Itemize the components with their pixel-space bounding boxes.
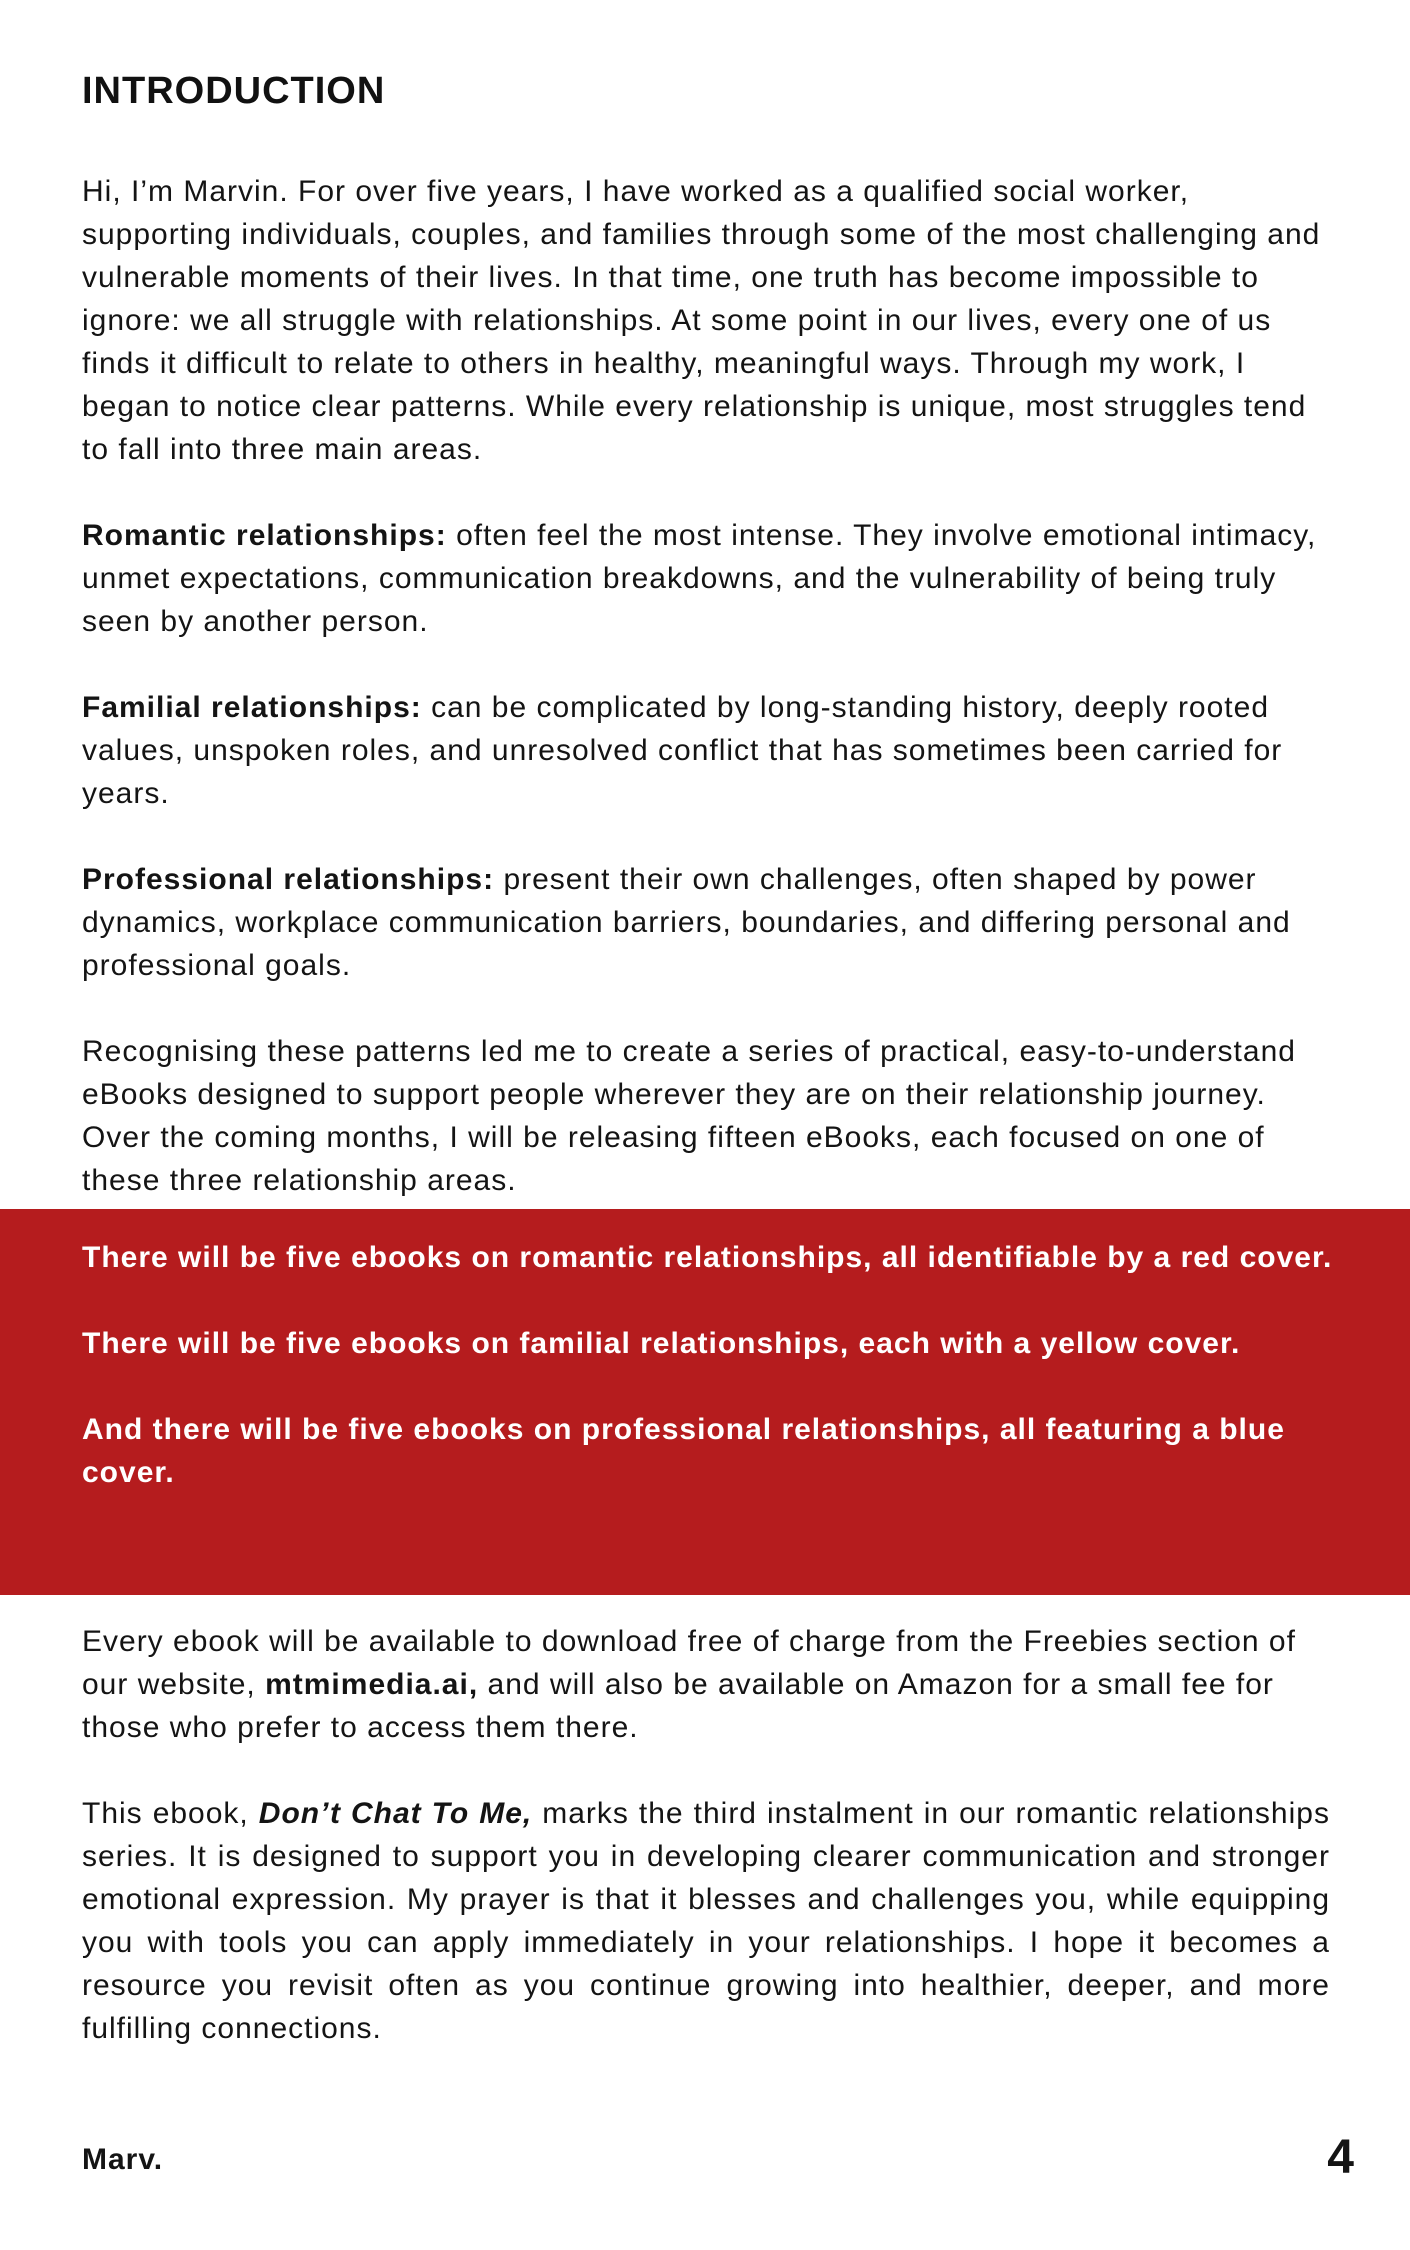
romantic-label: Romantic relationships: — [82, 519, 447, 552]
intro-paragraph: Hi, I’m Marvin. For over five years, I have worked as a qualified social worker, supporting individuals, couples, and families through some of the most challenging and vulnerable moments of their lives. In that time, one truth has become impossible to ignore: we all struggle with relationships. At some point in our lives, every one of us finds it difficult to relate to others in healthy, meaningful ways. Through my work, I began to notice clear patterns. While every relationship is unique, most struggles tend to fall into three main areas. — [82, 175, 1321, 466]
familial-text: can be complicated by long-standing history, deeply rooted values, unspoken roles, and unresolved conflict that has sometimes been carried for years. — [82, 691, 1283, 810]
closing-text-after: marks the third instalment in our romantic relationships series. It is designed to support you in developing clearer communication and stronger emotional expression. My prayer is that it blesses and challenges you, while equipping you with tools you can apply immediately in your relationships. I hope it becomes a resource you revisit often as you continue growing into healthier, deeper, and more fulfilling connections. — [82, 1797, 1330, 2045]
closing-paragraph — [82, 1792, 1330, 2050]
familial-series-note: There will be five ebooks on familial relationships, each with a yellow cover. — [82, 1327, 1241, 1360]
main-content — [82, 62, 1330, 1245]
ebook-series-highlight-box — [0, 1209, 1410, 1595]
closing-content — [82, 1620, 1330, 2093]
page-heading: INTRODUCTION — [82, 70, 386, 112]
availability-text-before: Every ebook will be available to download free of charge from the Freebies section of our website, — [82, 1625, 1296, 1701]
availability-text-after: and will also be available on Amazon for a small fee for those who prefer to access them there. — [82, 1668, 1274, 1744]
professional-text: present their own challenges, often shaped by power dynamics, workplace communication barriers, boundaries, and differing personal and professional goals. — [82, 863, 1291, 982]
series-intro-paragraph: Recognising these patterns led me to create a series of practical, easy-to-understand eBooks designed to support people wherever they are on their relationship journey. Over the coming months, I will be releasing fifteen eBooks, each focused on one of these three relationship areas. — [82, 1035, 1296, 1197]
highlight-content — [82, 1236, 1342, 1537]
romantic-paragraph — [82, 514, 1330, 643]
romantic-series-note: There will be five ebooks on romantic relationships, all identifiable by a red cover. — [82, 1241, 1333, 1274]
website-link[interactable]: mtmimedia.ai, — [265, 1668, 479, 1701]
professional-series-note: And there will be five ebooks on professional relationships, all featuring a blue cover. — [82, 1413, 1285, 1489]
familial-paragraph — [82, 686, 1330, 815]
author-signature: Marv. — [82, 2143, 164, 2176]
availability-paragraph — [82, 1620, 1330, 1749]
page-number: 4 — [1327, 2131, 1354, 2184]
familial-label: Familial relationships: — [82, 691, 422, 724]
ebook-title: Don’t Chat To Me, — [258, 1797, 533, 1830]
professional-label: Professional relationships: — [82, 863, 495, 896]
romantic-text: often feel the most intense. They involve emotional intimacy, unmet expectations, communication breakdowns, and the vulnerability of being truly seen by another person. — [82, 519, 1317, 638]
closing-text-before: This ebook, — [82, 1797, 249, 1830]
professional-paragraph — [82, 858, 1330, 987]
